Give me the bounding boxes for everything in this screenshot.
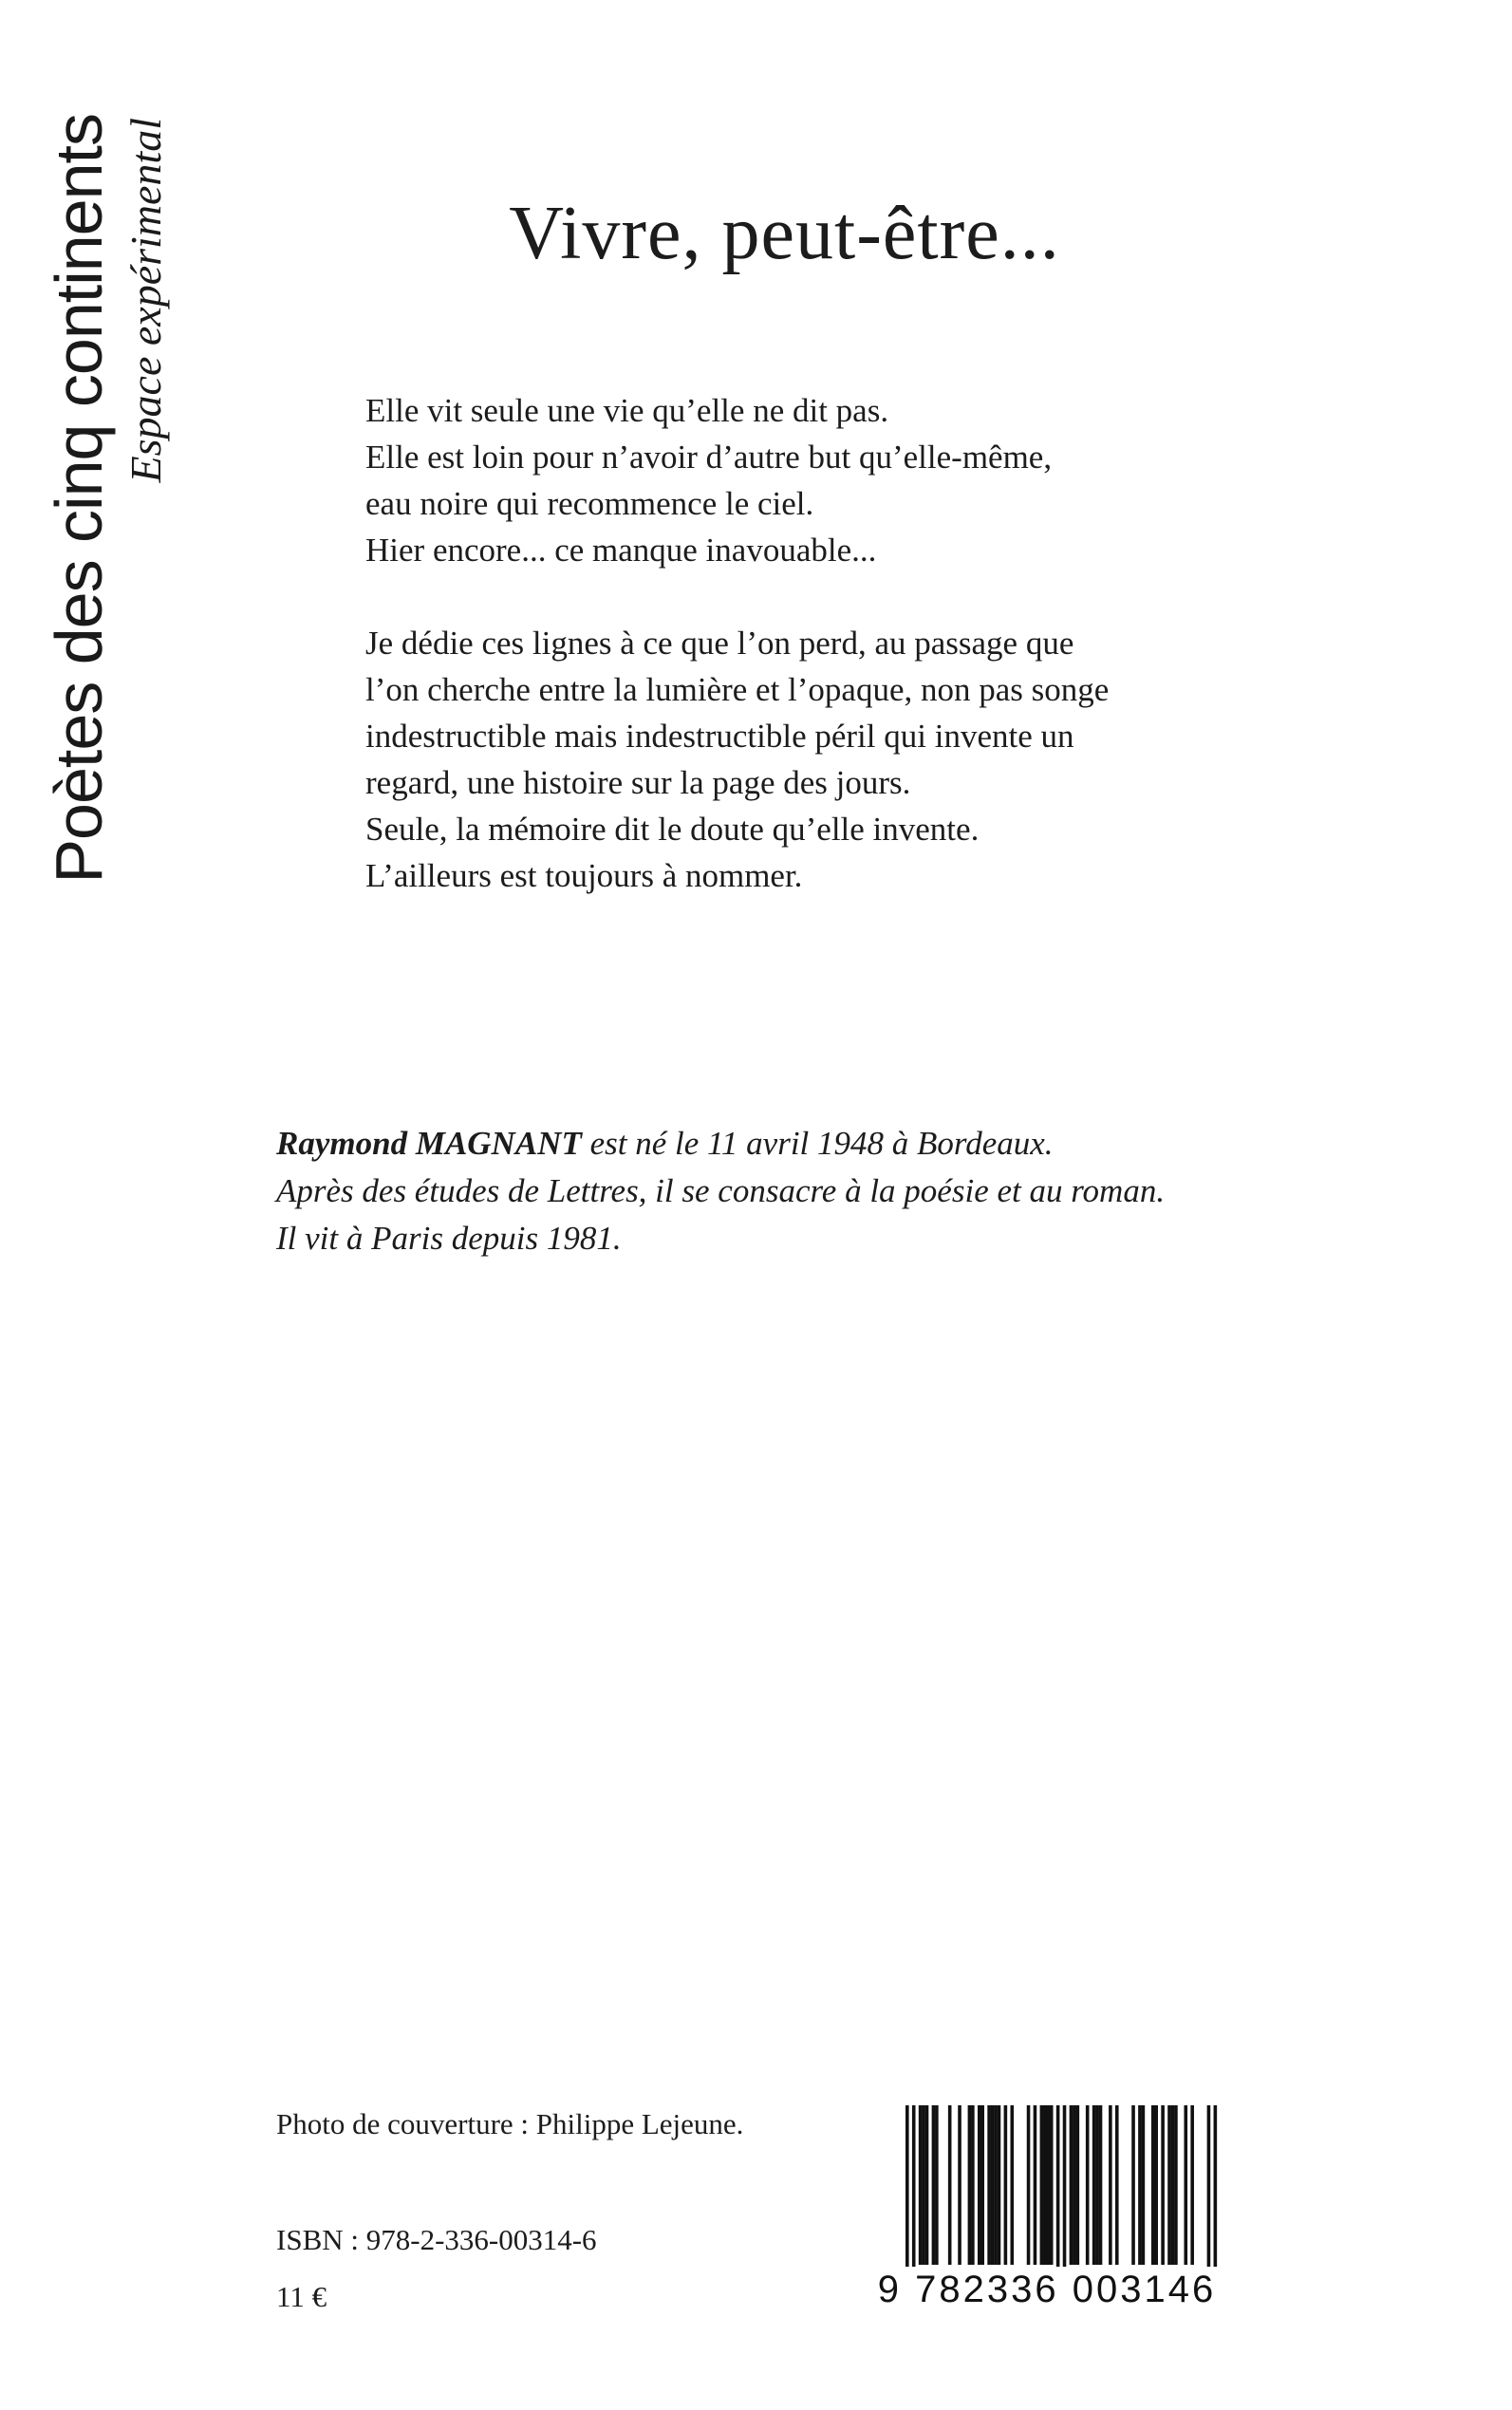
barcode-bar <box>1076 2105 1080 2265</box>
barcode-bar <box>1151 2105 1155 2265</box>
barcode-bar <box>1010 2105 1014 2265</box>
series-subtitle: Espace expérimental <box>121 118 170 483</box>
book-title: Vivre, peut-être... <box>509 192 1060 275</box>
barcode-bar <box>912 2105 916 2276</box>
barcode-bar <box>1070 2105 1073 2265</box>
poem-line: Elle est loin pour n’avoir d’autre but qu’elle-même, <box>365 439 1053 476</box>
barcode-bar <box>948 2105 952 2265</box>
barcode-bar <box>1184 2105 1187 2265</box>
barcode-bar <box>1099 2105 1103 2265</box>
barcode-bar <box>1043 2105 1047 2265</box>
barcode-bar <box>971 2105 975 2265</box>
barcode-bar <box>1190 2105 1194 2265</box>
barcode-digits: 9 782336 003146 <box>871 2267 1223 2312</box>
barcode-bar <box>1004 2105 1008 2265</box>
barcode-bar <box>958 2105 961 2265</box>
barcode-bar <box>994 2105 998 2265</box>
barcode-bar <box>1214 2105 1218 2276</box>
barcode-bar <box>1109 2105 1112 2265</box>
barcode-bars <box>871 2105 1223 2276</box>
poem-text <box>365 387 1296 899</box>
barcode-bar <box>1034 2105 1037 2265</box>
barcode-bar <box>1115 2105 1119 2265</box>
barcode-bar <box>978 2105 981 2265</box>
barcode-bar <box>968 2105 972 2265</box>
barcode <box>871 2105 1223 2318</box>
barcode-bar <box>1154 2105 1158 2265</box>
barcode-bar <box>1167 2105 1171 2265</box>
barcode-bar <box>1050 2105 1054 2265</box>
barcode-bar <box>1027 2105 1031 2265</box>
poem-line: Hier encore... ce manque inavouable... <box>365 532 877 569</box>
series-title: Poètes des cinq continents <box>42 114 116 884</box>
barcode-bar <box>922 2105 925 2265</box>
barcode-bar <box>1092 2105 1096 2265</box>
bio-line: Après des études de Lettres, il se consacre à la poésie et au roman. <box>276 1172 1166 1209</box>
barcode-bar <box>925 2105 929 2265</box>
barcode-bar <box>1095 2105 1099 2265</box>
barcode-bar <box>932 2105 936 2265</box>
barcode-bar <box>935 2105 939 2265</box>
barcode-bar <box>980 2105 984 2265</box>
barcode-bar <box>1174 2105 1178 2265</box>
author-bio <box>276 1120 1282 1262</box>
bio-line: Il vit à Paris depuis 1981. <box>276 1220 622 1257</box>
barcode-bar <box>1131 2105 1135 2265</box>
barcode-bar <box>1040 2105 1044 2265</box>
book-title-block <box>0 188 1512 279</box>
barcode-bar <box>987 2105 991 2265</box>
barcode-bar <box>1207 2105 1211 2276</box>
barcode-bar <box>1063 2105 1067 2276</box>
barcode-bar <box>1086 2105 1090 2265</box>
photo-credit: Photo de couverture : Philippe Lejeune. <box>276 2107 744 2140</box>
price: 11 € <box>276 2280 327 2313</box>
poem-line: Je dédie ces lignes à ce que l’on perd, au passage que <box>365 625 1074 662</box>
stanza-gap <box>365 573 1296 620</box>
barcode-bar <box>905 2105 909 2276</box>
barcode-bar <box>1073 2105 1076 2265</box>
poem-line: l’on cherche entre la lumière et l’opaque, non pas songe <box>365 671 1110 708</box>
barcode-bar <box>1056 2105 1060 2276</box>
barcode-bar <box>1138 2105 1142 2265</box>
poem-line: indestructible mais indestructible péril qui invente un <box>365 718 1074 755</box>
poem-line: eau noire qui recommence le ciel. <box>365 485 814 522</box>
barcode-bar <box>1142 2105 1146 2265</box>
poem-line: L’ailleurs est toujours à nommer. <box>365 857 803 894</box>
isbn: ISBN : 978-2-336-00314-6 <box>276 2223 597 2256</box>
barcode-bar <box>1161 2105 1165 2265</box>
poem-line: Seule, la mémoire dit le doute qu’elle invente. <box>365 811 980 848</box>
poem-line: Elle vit seule une vie qu’elle ne dit pas. <box>365 392 889 429</box>
bio-line-rest: est né le 11 avril 1948 à Bordeaux. <box>581 1125 1054 1162</box>
barcode-bar <box>1046 2105 1050 2265</box>
bio-line <box>276 1120 1282 1168</box>
barcode-bar <box>991 2105 995 2265</box>
barcode-bar <box>1171 2105 1175 2265</box>
barcode-bar <box>998 2105 1001 2265</box>
barcode-bar <box>919 2105 923 2265</box>
author-name: Raymond MAGNANT <box>276 1125 582 1162</box>
poem-line: regard, une histoire sur la page des jours. <box>365 764 911 801</box>
